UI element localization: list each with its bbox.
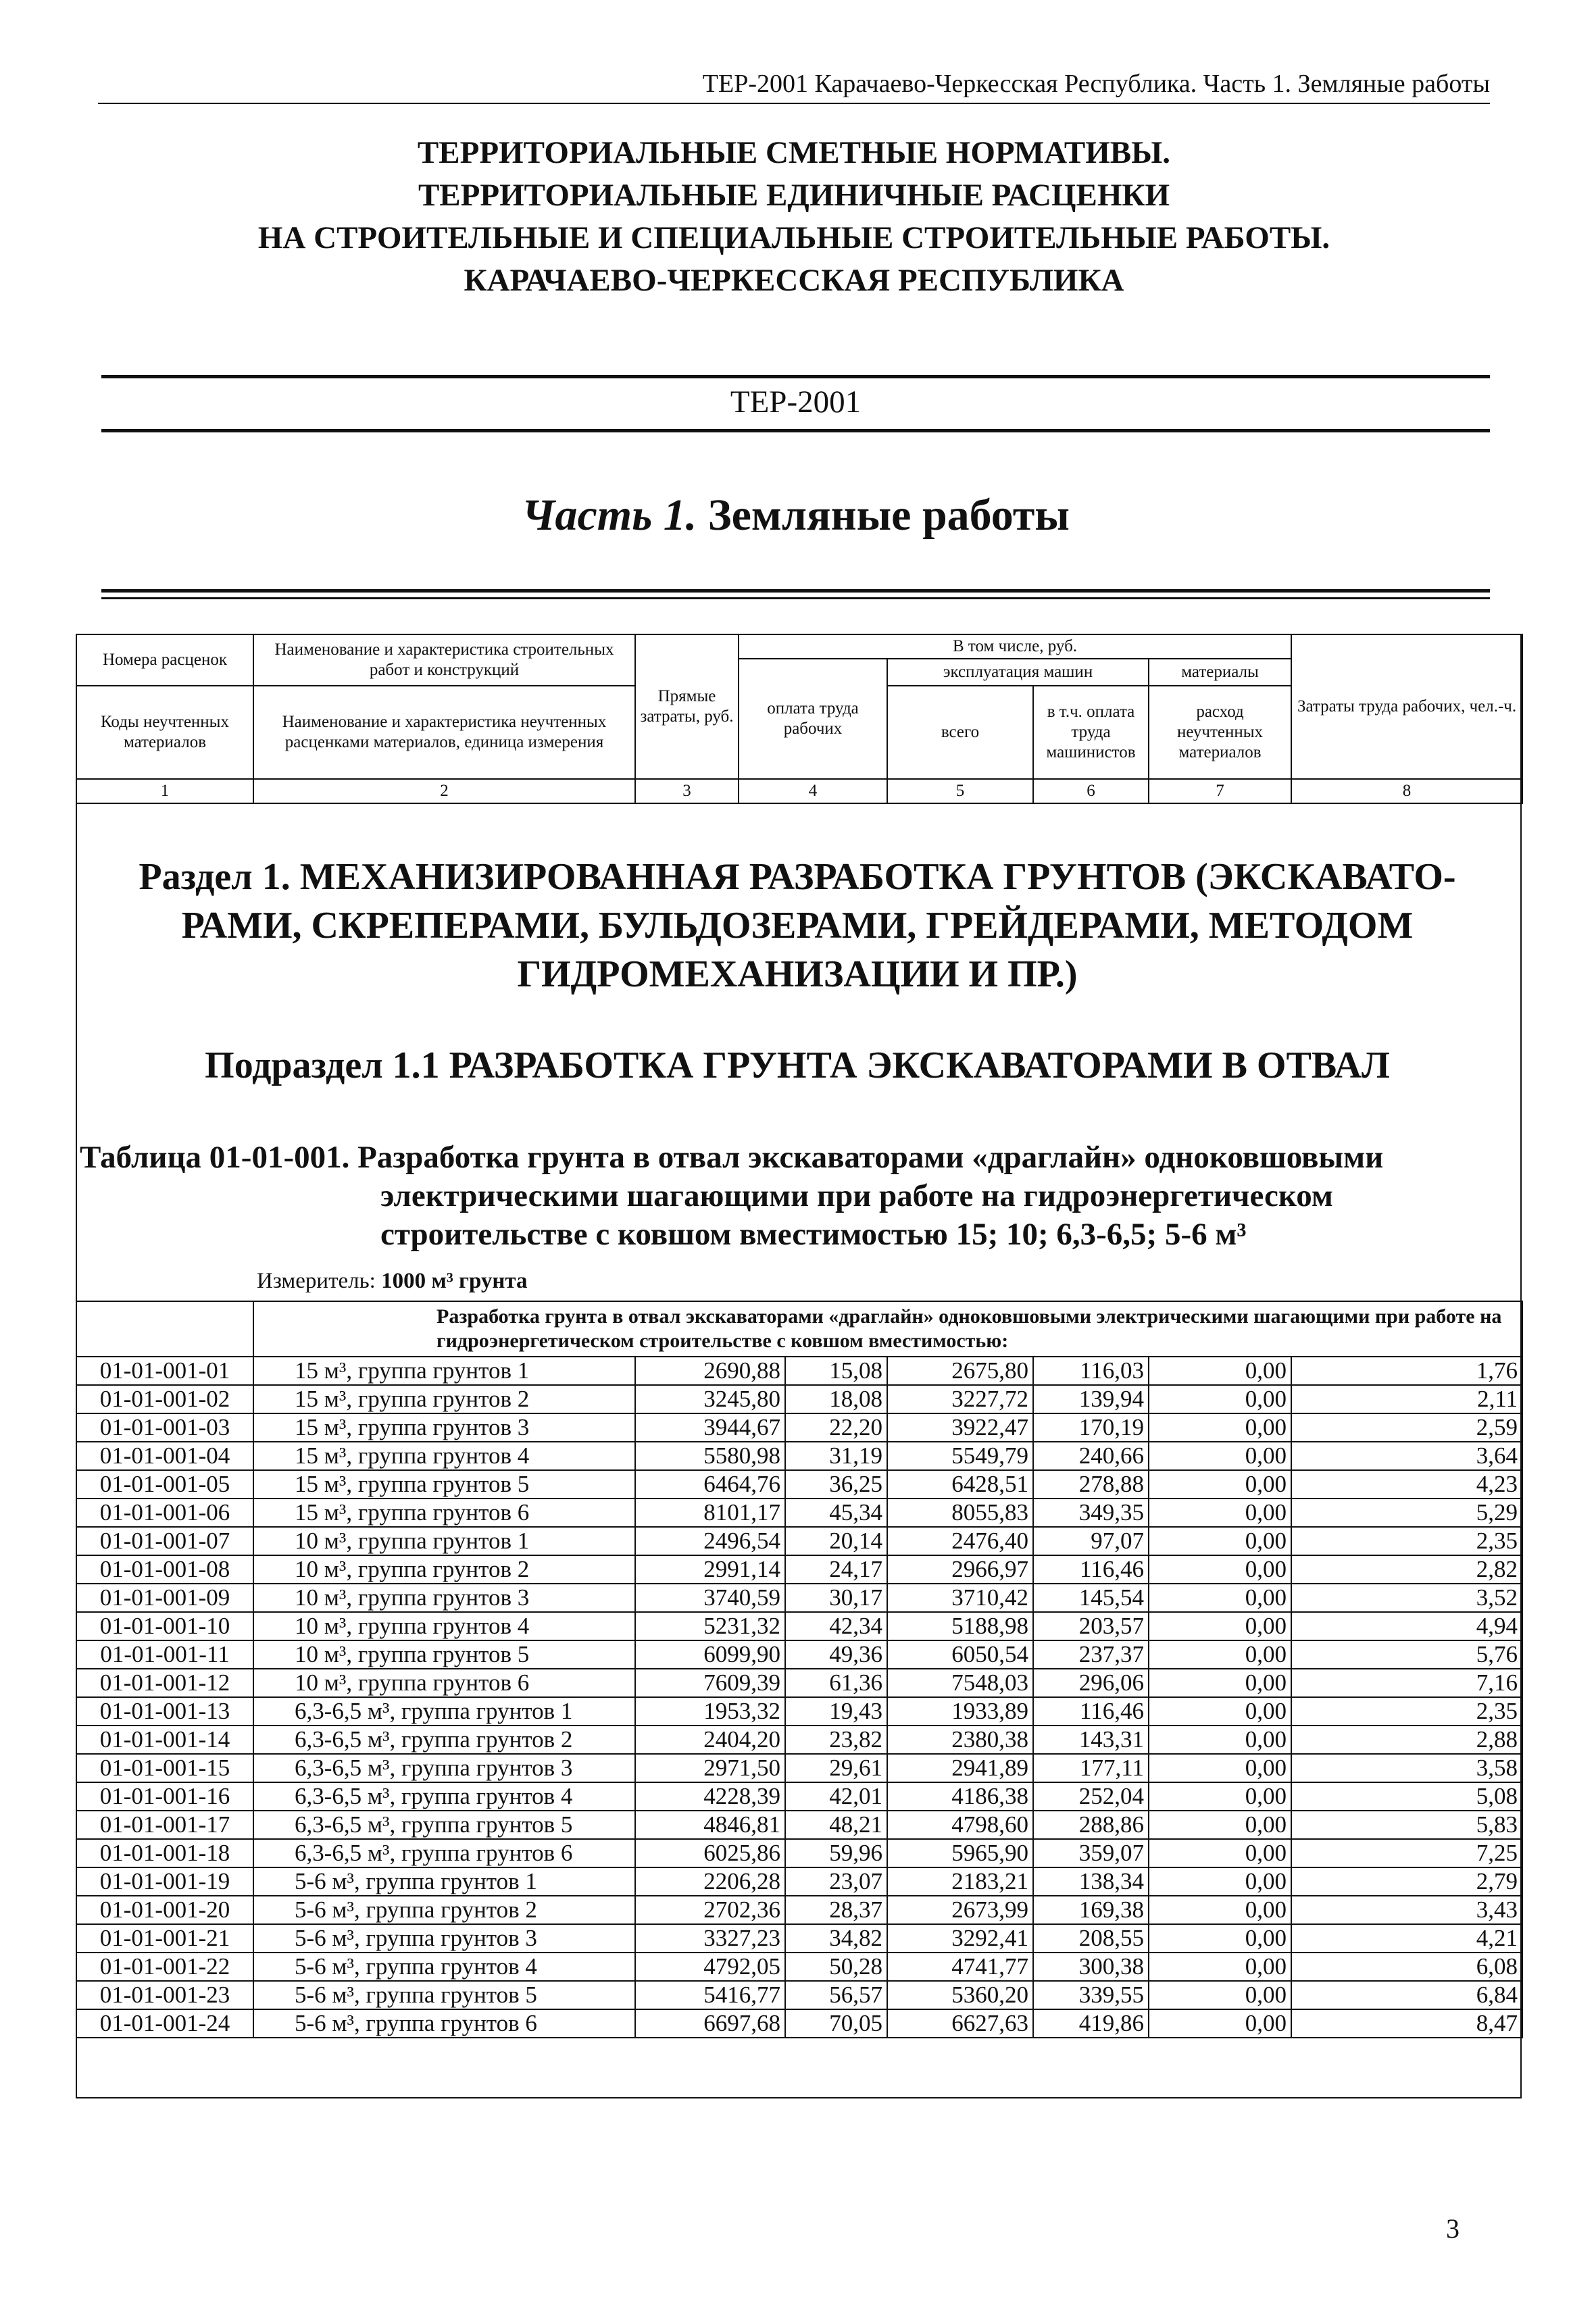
materials-cost: 0,00	[1149, 1754, 1291, 1782]
header-col-number: 7	[1149, 779, 1291, 803]
machines-total: 6050,54	[887, 1640, 1033, 1669]
rate-name: 15 м³, группа грунтов 6	[253, 1499, 635, 1527]
labor-pay: 24,17	[785, 1555, 887, 1584]
labor-pay: 15,08	[785, 1357, 887, 1385]
document-title	[98, 132, 1490, 302]
labor-hours: 3,43	[1291, 1896, 1522, 1924]
direct-costs: 3740,59	[635, 1584, 785, 1612]
table-row	[76, 2009, 1522, 2038]
labor-pay: 45,34	[785, 1499, 887, 1527]
labor-pay: 23,07	[785, 1867, 887, 1896]
document-title-line: НА СТРОИТЕЛЬНЫЕ И СПЕЦИАЛЬНЫЕ СТРОИТЕЛЬНЫЕ РАБОТЫ.	[257, 220, 1330, 255]
header-material-codes: Коды неучтенных материалов	[76, 686, 253, 779]
materials-cost: 0,00	[1149, 1584, 1291, 1612]
rate-name: 5-6 м³, группа грунтов 1	[253, 1867, 635, 1896]
rate-name: 10 м³, группа грунтов 4	[253, 1612, 635, 1640]
direct-costs: 2690,88	[635, 1357, 785, 1385]
header-rate-numbers: Номера расценок	[76, 634, 253, 686]
labor-hours: 7,25	[1291, 1839, 1522, 1867]
table-row	[76, 1385, 1522, 1413]
machinist-pay: 145,54	[1033, 1584, 1149, 1612]
labor-hours: 4,23	[1291, 1470, 1522, 1499]
machinist-pay: 208,55	[1033, 1924, 1149, 1953]
direct-costs: 4846,81	[635, 1811, 785, 1839]
rate-name: 5-6 м³, группа грунтов 5	[253, 1981, 635, 2009]
machinist-pay: 116,03	[1033, 1357, 1149, 1385]
table-row	[76, 1896, 1522, 1924]
labor-pay: 23,82	[785, 1726, 887, 1754]
labor-pay: 50,28	[785, 1953, 887, 1981]
header-col-number: 1	[76, 779, 253, 803]
materials-cost: 0,00	[1149, 1385, 1291, 1413]
materials-cost: 0,00	[1149, 1896, 1291, 1924]
rate-name: 6,3-6,5 м³, группа грунтов 6	[253, 1839, 635, 1867]
header-including: В том числе, руб.	[739, 634, 1291, 659]
machinist-pay: 169,38	[1033, 1896, 1149, 1924]
machinist-pay: 349,35	[1033, 1499, 1149, 1527]
rate-code: 01-01-001-02	[76, 1385, 253, 1413]
rate-code: 01-01-001-19	[76, 1867, 253, 1896]
table-row	[76, 1924, 1522, 1953]
divider-rule	[101, 597, 1490, 599]
rate-code: 01-01-001-07	[76, 1527, 253, 1555]
labor-pay: 22,20	[785, 1413, 887, 1442]
labor-hours: 2,79	[1291, 1867, 1522, 1896]
table-row	[76, 1413, 1522, 1442]
table-row	[76, 1442, 1522, 1470]
table-title-line: строительстве с ковшом вместимостью 15; 10; 6,3-6,5; 5-6 м³	[380, 1217, 1247, 1252]
meter-value: 1000 м³ грунта	[381, 1269, 528, 1293]
rate-code: 01-01-001-20	[76, 1896, 253, 1924]
rate-name: 5-6 м³, группа грунтов 6	[253, 2009, 635, 2038]
machines-total: 2966,97	[887, 1555, 1033, 1584]
section-title-line: РАМИ, СКРЕПЕРАМИ, БУЛЬДОЗЕРАМИ, ГРЕЙДЕРАМИ, МЕТОДОМ	[181, 905, 1414, 947]
direct-costs: 7609,39	[635, 1669, 785, 1697]
machinist-pay: 300,38	[1033, 1953, 1149, 1981]
machinist-pay: 339,55	[1033, 1981, 1149, 2009]
direct-costs: 6697,68	[635, 2009, 785, 2038]
machines-total: 3227,72	[887, 1385, 1033, 1413]
labor-hours: 6,08	[1291, 1953, 1522, 1981]
rate-name: 15 м³, группа грунтов 5	[253, 1470, 635, 1499]
table-row	[76, 1499, 1522, 1527]
rate-name: 6,3-6,5 м³, группа грунтов 5	[253, 1811, 635, 1839]
header-col-number: 2	[253, 779, 635, 803]
machinist-pay: 116,46	[1033, 1697, 1149, 1726]
direct-costs: 6099,90	[635, 1640, 785, 1669]
machines-total: 3922,47	[887, 1413, 1033, 1442]
labor-pay: 61,36	[785, 1669, 887, 1697]
rate-code: 01-01-001-22	[76, 1953, 253, 1981]
machinist-pay: 177,11	[1033, 1754, 1149, 1782]
header-machines-total: всего	[887, 686, 1033, 779]
rate-name: 10 м³, группа грунтов 3	[253, 1584, 635, 1612]
part-title	[101, 490, 1490, 541]
materials-cost: 0,00	[1149, 1470, 1291, 1499]
machines-total: 4186,38	[887, 1782, 1033, 1811]
machinist-pay: 170,19	[1033, 1413, 1149, 1442]
part-name: Земляные работы	[707, 491, 1070, 540]
labor-hours: 2,59	[1291, 1413, 1522, 1442]
rate-name: 10 м³, группа грунтов 6	[253, 1669, 635, 1697]
machines-total: 2183,21	[887, 1867, 1033, 1896]
machines-total: 3292,41	[887, 1924, 1033, 1953]
machines-total: 8055,83	[887, 1499, 1033, 1527]
header-rule	[98, 103, 1490, 104]
machinist-pay: 288,86	[1033, 1811, 1149, 1839]
labor-hours: 5,83	[1291, 1811, 1522, 1839]
table-row	[76, 1782, 1522, 1811]
column-header-table	[76, 634, 1523, 804]
materials-cost: 0,00	[1149, 1413, 1291, 1442]
document-title-line: ТЕРРИТОРИАЛЬНЫЕ ЕДИНИЧНЫЕ РАСЦЕНКИ	[418, 178, 1170, 213]
header-material-name: Наименование и характеристика неучтенных расценками материалов, единица измерения	[253, 686, 635, 779]
rate-name: 5-6 м³, группа грунтов 3	[253, 1924, 635, 1953]
machines-total: 3710,42	[887, 1584, 1033, 1612]
materials-cost: 0,00	[1149, 1499, 1291, 1527]
table-title-line: Таблица 01-01-001. Разработка грунта в отвал экскаваторами «драглайн» одноковшовыми	[80, 1140, 1384, 1175]
machinist-pay: 240,66	[1033, 1442, 1149, 1470]
labor-hours: 4,21	[1291, 1924, 1522, 1953]
machines-total: 7548,03	[887, 1669, 1033, 1697]
materials-cost: 0,00	[1149, 2009, 1291, 2038]
rate-code: 01-01-001-23	[76, 1981, 253, 2009]
header-labor-pay: оплата труда рабочих	[739, 659, 887, 779]
table-row	[76, 1839, 1522, 1867]
labor-pay: 59,96	[785, 1839, 887, 1867]
rate-name: 5-6 м³, группа грунтов 4	[253, 1953, 635, 1981]
section-title-line: ГИДРОМЕХАНИЗАЦИИ И ПР.)	[517, 953, 1078, 995]
rate-name: 6,3-6,5 м³, группа грунтов 1	[253, 1697, 635, 1726]
labor-pay: 49,36	[785, 1640, 887, 1669]
rate-code: 01-01-001-21	[76, 1924, 253, 1953]
table-row	[76, 1697, 1522, 1726]
table-row	[76, 1754, 1522, 1782]
document-title-line: КАРАЧАЕВО-ЧЕРКЕССКАЯ РЕСПУБЛИКА	[464, 263, 1124, 298]
table-row	[76, 1640, 1522, 1669]
labor-pay: 34,82	[785, 1924, 887, 1953]
ter-code: ТЕР-2001	[730, 384, 862, 420]
section-title	[84, 853, 1510, 999]
materials-cost: 0,00	[1149, 1555, 1291, 1584]
labor-hours: 3,52	[1291, 1584, 1522, 1612]
header-col-number: 8	[1291, 779, 1522, 803]
direct-costs: 2991,14	[635, 1555, 785, 1584]
direct-costs: 4792,05	[635, 1953, 785, 1981]
labor-hours: 2,11	[1291, 1385, 1522, 1413]
header-work-name: Наименование и характеристика строительных работ и конструкций	[253, 634, 635, 686]
machines-total: 2941,89	[887, 1754, 1033, 1782]
table-row	[76, 1357, 1522, 1385]
materials-cost: 0,00	[1149, 1924, 1291, 1953]
materials-cost: 0,00	[1149, 1839, 1291, 1867]
labor-hours: 7,16	[1291, 1669, 1522, 1697]
meter	[257, 1269, 528, 1294]
table-row	[76, 1470, 1522, 1499]
machinist-pay: 143,31	[1033, 1726, 1149, 1754]
labor-hours: 3,64	[1291, 1442, 1522, 1470]
part-prefix: Часть 1.	[522, 491, 697, 540]
labor-pay: 29,61	[785, 1754, 887, 1782]
rate-name: 15 м³, группа грунтов 2	[253, 1385, 635, 1413]
materials-cost: 0,00	[1149, 1357, 1291, 1385]
rate-name: 15 м³, группа грунтов 1	[253, 1357, 635, 1385]
materials-cost: 0,00	[1149, 1669, 1291, 1697]
table-row	[76, 1527, 1522, 1555]
labor-hours: 5,29	[1291, 1499, 1522, 1527]
machinist-pay: 139,94	[1033, 1385, 1149, 1413]
table-title-line: электрическими шагающими при работе на гидроэнергетическом	[380, 1178, 1333, 1213]
direct-costs: 2971,50	[635, 1754, 785, 1782]
labor-hours: 2,82	[1291, 1555, 1522, 1584]
labor-pay: 56,57	[785, 1981, 887, 2009]
table-row	[76, 1981, 1522, 2009]
header-materials-unaccounted: расход неучтенных материалов	[1149, 686, 1291, 779]
table-row	[76, 1867, 1522, 1896]
rate-name: 6,3-6,5 м³, группа грунтов 4	[253, 1782, 635, 1811]
materials-cost: 0,00	[1149, 1981, 1291, 2009]
header-col-number: 4	[739, 779, 887, 803]
machines-total: 2476,40	[887, 1527, 1033, 1555]
direct-costs: 3944,67	[635, 1413, 785, 1442]
direct-costs: 6025,86	[635, 1839, 785, 1867]
table-row	[76, 1811, 1522, 1839]
labor-pay: 20,14	[785, 1527, 887, 1555]
materials-cost: 0,00	[1149, 1612, 1291, 1640]
rate-name: 6,3-6,5 м³, группа грунтов 2	[253, 1726, 635, 1754]
machinist-pay: 278,88	[1033, 1470, 1149, 1499]
direct-costs: 2496,54	[635, 1527, 785, 1555]
table-row	[76, 1669, 1522, 1697]
machinist-pay: 359,07	[1033, 1839, 1149, 1867]
materials-cost: 0,00	[1149, 1953, 1291, 1981]
labor-hours: 2,88	[1291, 1726, 1522, 1754]
labor-hours: 5,76	[1291, 1640, 1522, 1669]
labor-pay: 42,01	[785, 1782, 887, 1811]
labor-pay: 70,05	[785, 2009, 887, 2038]
rate-code: 01-01-001-10	[76, 1612, 253, 1640]
materials-cost: 0,00	[1149, 1726, 1291, 1754]
header-col-number: 6	[1033, 779, 1149, 803]
table-row	[76, 1953, 1522, 1981]
machinist-pay: 296,06	[1033, 1669, 1149, 1697]
direct-costs: 2404,20	[635, 1726, 785, 1754]
divider-rule	[101, 429, 1490, 432]
direct-costs: 5580,98	[635, 1442, 785, 1470]
machines-total: 5360,20	[887, 1981, 1033, 2009]
rate-code: 01-01-001-16	[76, 1782, 253, 1811]
labor-hours: 2,35	[1291, 1697, 1522, 1726]
rate-code: 01-01-001-24	[76, 2009, 253, 2038]
labor-hours: 5,08	[1291, 1782, 1522, 1811]
direct-costs: 8101,17	[635, 1499, 785, 1527]
materials-cost: 0,00	[1149, 1782, 1291, 1811]
rate-code: 01-01-001-13	[76, 1697, 253, 1726]
machinist-pay: 116,46	[1033, 1555, 1149, 1584]
subsection-title: Подраздел 1.1 РАЗРАБОТКА ГРУНТА ЭКСКАВАТОРАМИ В ОТВАЛ	[205, 1045, 1390, 1086]
rate-name: 5-6 м³, группа грунтов 2	[253, 1896, 635, 1924]
rate-code: 01-01-001-14	[76, 1726, 253, 1754]
rate-name: 15 м³, группа грунтов 4	[253, 1442, 635, 1470]
materials-cost: 0,00	[1149, 1640, 1291, 1669]
machines-total: 2380,38	[887, 1726, 1033, 1754]
rate-code: 01-01-001-04	[76, 1442, 253, 1470]
rate-name: 6,3-6,5 м³, группа грунтов 3	[253, 1754, 635, 1782]
header-labor-costs: Затраты труда рабочих, чел.-ч.	[1291, 634, 1522, 779]
rates-table	[76, 1301, 1523, 2038]
labor-hours: 4,94	[1291, 1612, 1522, 1640]
page-number: 3	[1446, 2213, 1460, 2244]
materials-cost: 0,00	[1149, 1697, 1291, 1726]
header-direct-costs: Прямые затраты, руб.	[635, 634, 739, 779]
labor-pay: 30,17	[785, 1584, 887, 1612]
header-machines: эксплуатация машин	[887, 659, 1149, 686]
direct-costs: 6464,76	[635, 1470, 785, 1499]
rate-code: 01-01-001-17	[76, 1811, 253, 1839]
direct-costs: 1953,32	[635, 1697, 785, 1726]
rate-code: 01-01-001-08	[76, 1555, 253, 1584]
machines-total: 6627,63	[887, 2009, 1033, 2038]
document-title-line: ТЕРРИТОРИАЛЬНЫЕ СМЕТНЫЕ НОРМАТИВЫ.	[417, 135, 1171, 170]
group-code-cell	[76, 1301, 253, 1357]
labor-hours: 8,47	[1291, 2009, 1522, 2038]
meter-label: Измеритель:	[257, 1269, 376, 1293]
rate-code: 01-01-001-03	[76, 1413, 253, 1442]
machines-total: 2675,80	[887, 1357, 1033, 1385]
labor-hours: 3,58	[1291, 1754, 1522, 1782]
rate-name: 10 м³, группа грунтов 1	[253, 1527, 635, 1555]
rate-code: 01-01-001-06	[76, 1499, 253, 1527]
direct-costs: 3245,80	[635, 1385, 785, 1413]
labor-pay: 36,25	[785, 1470, 887, 1499]
machines-total: 5965,90	[887, 1839, 1033, 1867]
labor-pay: 42,34	[785, 1612, 887, 1640]
machinist-pay: 203,57	[1033, 1612, 1149, 1640]
materials-cost: 0,00	[1149, 1867, 1291, 1896]
table-row	[76, 1584, 1522, 1612]
divider-rule	[101, 375, 1490, 378]
materials-cost: 0,00	[1149, 1527, 1291, 1555]
machines-total: 2673,99	[887, 1896, 1033, 1924]
labor-pay: 19,43	[785, 1697, 887, 1726]
direct-costs: 5416,77	[635, 1981, 785, 2009]
group-caption: Разработка грунта в отвал экскаваторами «драглайн» одноковшовыми электрическими шагающими при работе на гидроэнергетическом строительстве с ковшом вместимостью:	[253, 1301, 1522, 1357]
machines-total: 5549,79	[887, 1442, 1033, 1470]
labor-hours: 2,35	[1291, 1527, 1522, 1555]
machinist-pay: 138,34	[1033, 1867, 1149, 1896]
header-machinist-pay: в т.ч. оплата труда машинистов	[1033, 686, 1149, 779]
direct-costs: 3327,23	[635, 1924, 785, 1953]
rate-code: 01-01-001-05	[76, 1470, 253, 1499]
machinist-pay: 97,07	[1033, 1527, 1149, 1555]
direct-costs: 2702,36	[635, 1896, 785, 1924]
header-materials: материалы	[1149, 659, 1291, 686]
rate-code: 01-01-001-12	[76, 1669, 253, 1697]
table-row	[76, 1555, 1522, 1584]
machinist-pay: 252,04	[1033, 1782, 1149, 1811]
labor-hours: 1,76	[1291, 1357, 1522, 1385]
labor-pay: 28,37	[785, 1896, 887, 1924]
direct-costs: 4228,39	[635, 1782, 785, 1811]
rate-name: 15 м³, группа грунтов 3	[253, 1413, 635, 1442]
rate-code: 01-01-001-01	[76, 1357, 253, 1385]
materials-cost: 0,00	[1149, 1811, 1291, 1839]
header-col-number: 3	[635, 779, 739, 803]
rate-code: 01-01-001-09	[76, 1584, 253, 1612]
divider-rule	[101, 589, 1490, 593]
machines-total: 4798,60	[887, 1811, 1033, 1839]
rate-name: 10 м³, группа грунтов 2	[253, 1555, 635, 1584]
labor-pay: 31,19	[785, 1442, 887, 1470]
labor-hours: 6,84	[1291, 1981, 1522, 2009]
rate-code: 01-01-001-11	[76, 1640, 253, 1669]
rate-code: 01-01-001-15	[76, 1754, 253, 1782]
materials-cost: 0,00	[1149, 1442, 1291, 1470]
machinist-pay: 237,37	[1033, 1640, 1149, 1669]
machinist-pay: 419,86	[1033, 2009, 1149, 2038]
direct-costs: 2206,28	[635, 1867, 785, 1896]
table-row	[76, 1612, 1522, 1640]
machines-total: 4741,77	[887, 1953, 1033, 1981]
direct-costs: 5231,32	[635, 1612, 785, 1640]
labor-pay: 48,21	[785, 1811, 887, 1839]
rate-code: 01-01-001-18	[76, 1839, 253, 1867]
machines-total: 1933,89	[887, 1697, 1033, 1726]
machines-total: 6428,51	[887, 1470, 1033, 1499]
machines-total: 5188,98	[887, 1612, 1033, 1640]
table-row	[76, 1726, 1522, 1754]
header-col-number: 5	[887, 779, 1033, 803]
labor-pay: 18,08	[785, 1385, 887, 1413]
running-head: ТЕР-2001 Карачаево-Черкесская Республика. Часть 1. Земляные работы	[702, 70, 1490, 98]
section-title-line: Раздел 1. МЕХАНИЗИРОВАННАЯ РАЗРАБОТКА ГРУНТОВ (ЭКСКАВАТО-	[139, 856, 1456, 898]
rate-name: 10 м³, группа грунтов 5	[253, 1640, 635, 1669]
table-title	[80, 1138, 1519, 1254]
